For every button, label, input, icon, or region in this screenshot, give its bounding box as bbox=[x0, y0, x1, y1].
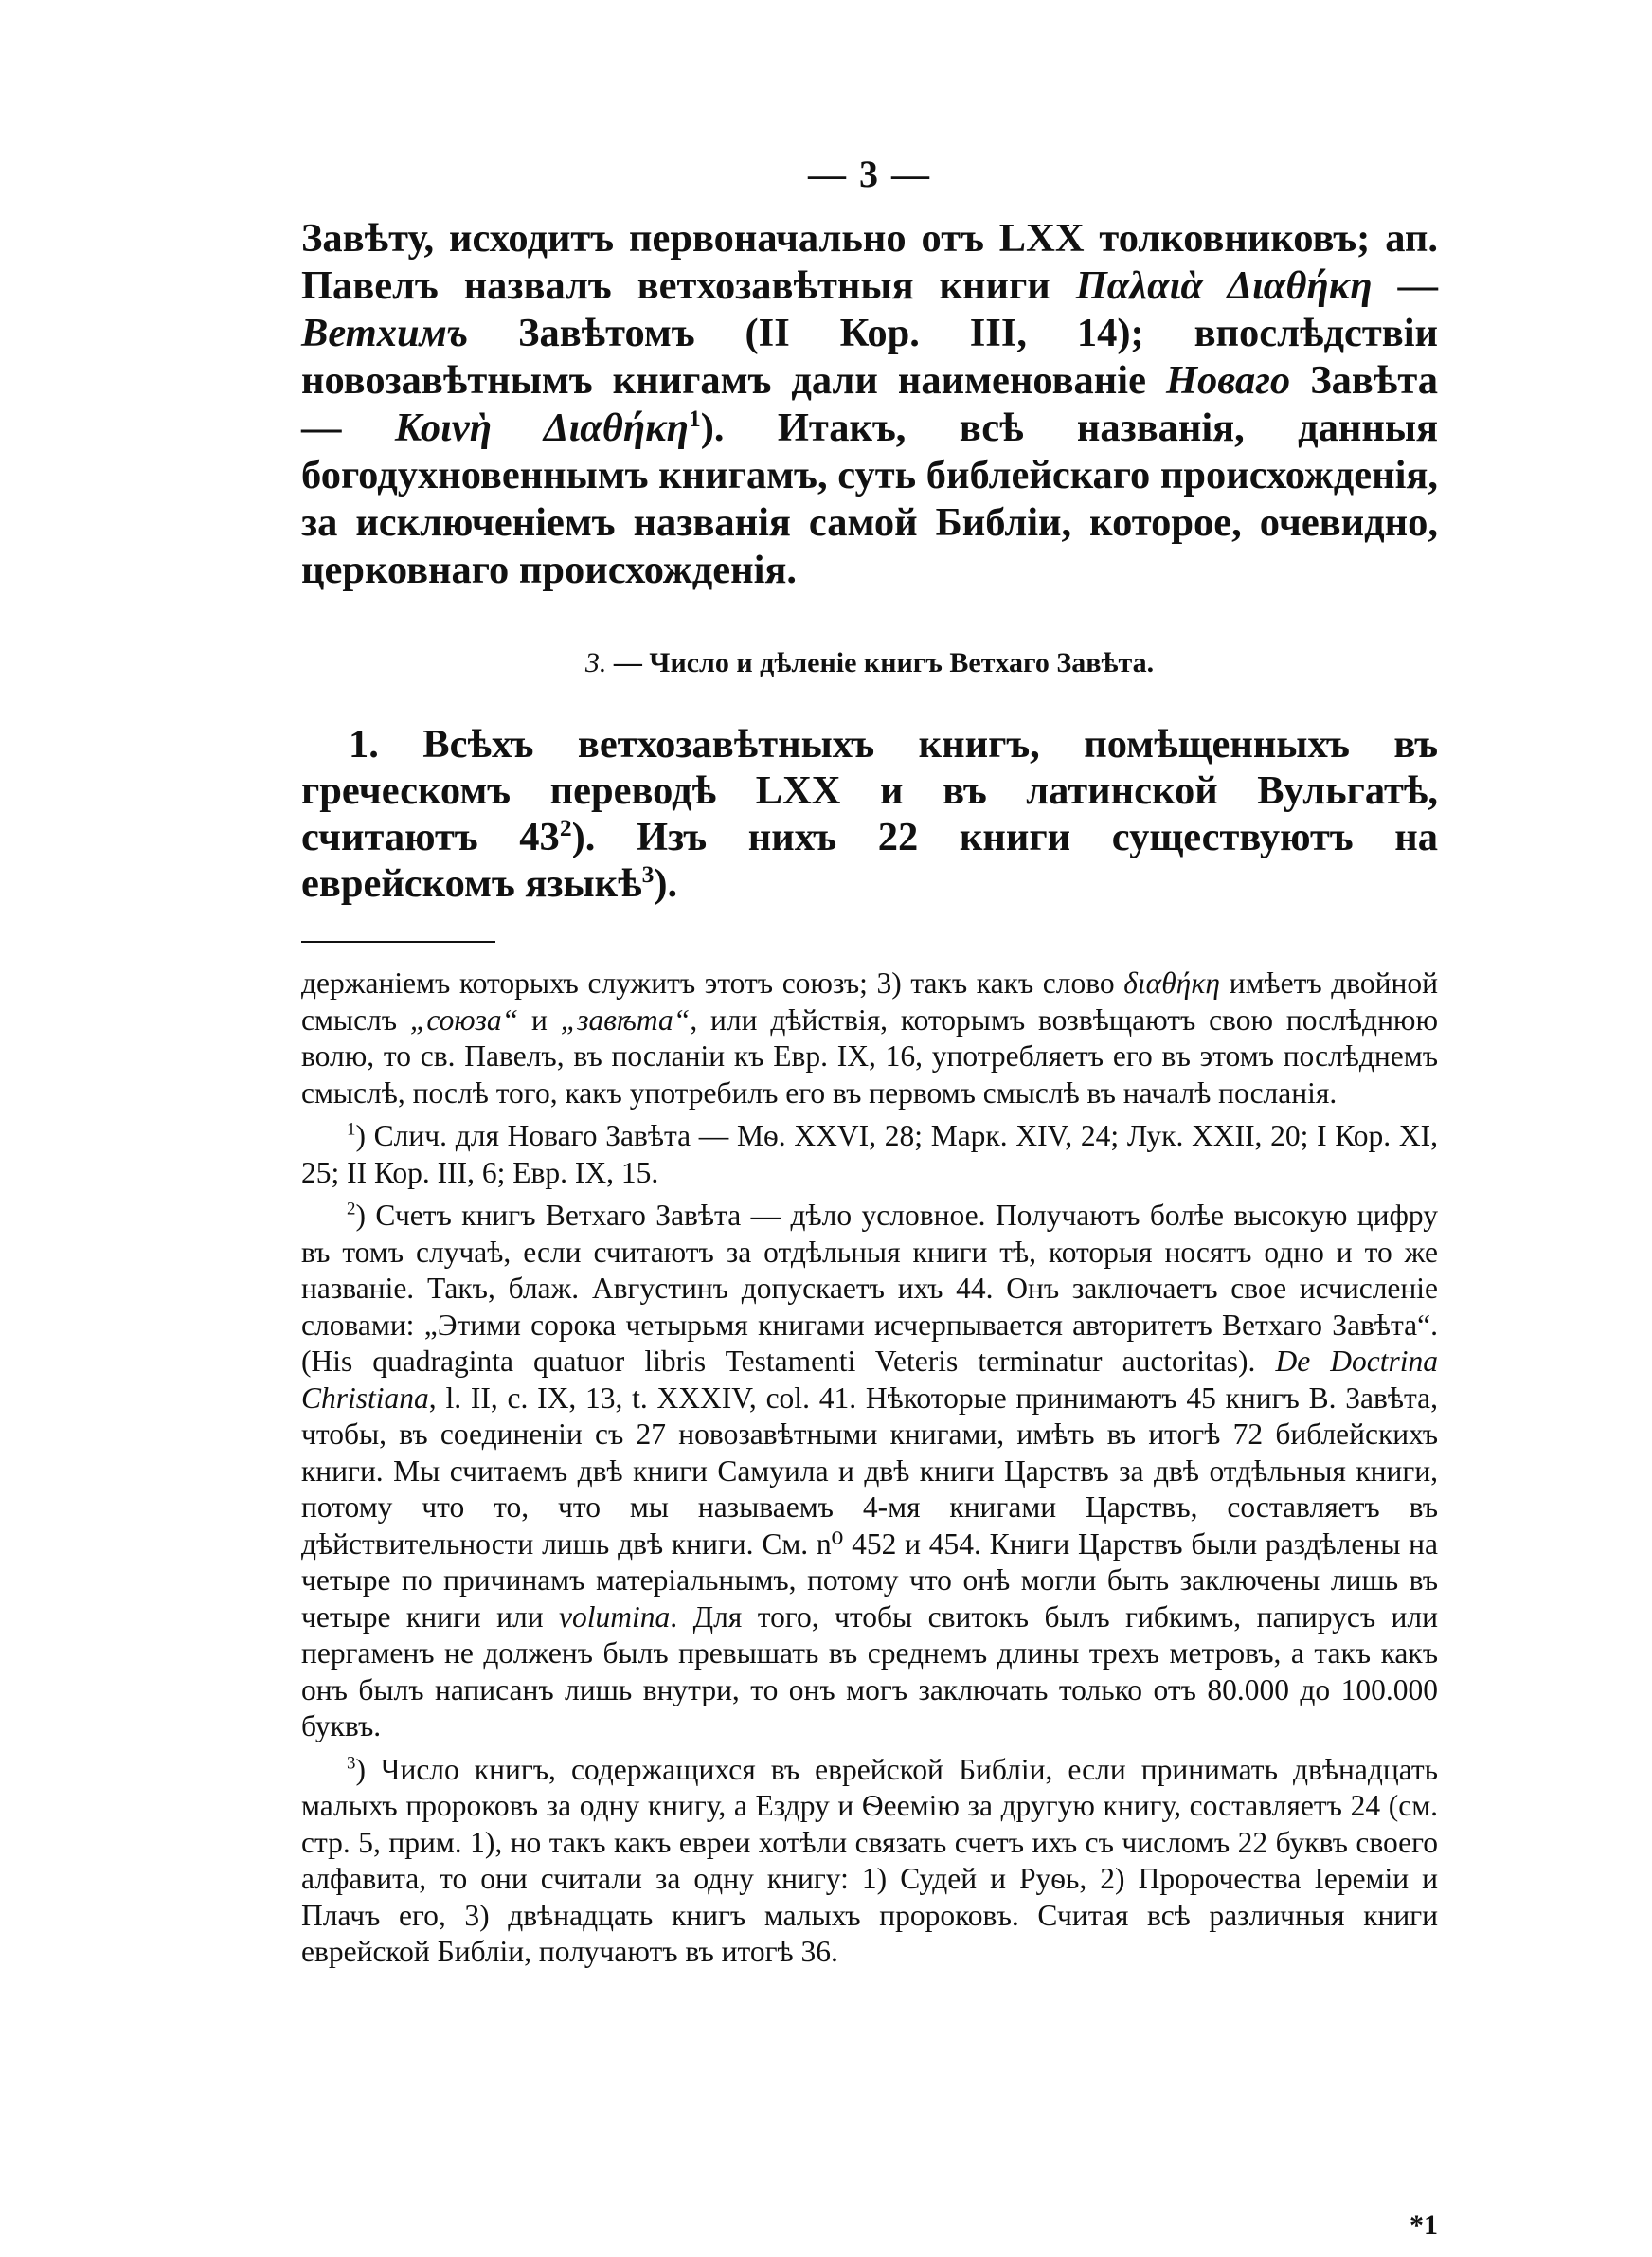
main-paragraph bbox=[301, 215, 1438, 594]
footnotes bbox=[301, 966, 1438, 1971]
paragraph-text: 1. Всѣхъ ветхозавѣтныхъ книгъ, помѣщенныхъ въ греческомъ переводѣ LXX и въ латинской Вульгатѣ, считаютъ $43^2$). Изъ нихъ 22 книги существуютъ на еврейскомъ языкѣ$^3$). bbox=[301, 722, 1438, 906]
footnote-2: $^2$) Счетъ книгъ Ветхаго Завѣта — дѣло условное. Получаютъ болѣе высокую цифру въ томъ случаѣ, если считаютъ за отдѣльныя книги тѣ, которыя носятъ одно и то же названіе. Такъ, блаж. Августинъ допускаетъ ихъ 44. Онъ заключаетъ свое исчисленіе словами: „Этими сорока четырьмя книгами исчерпывается авторитетъ Ветхаго Завѣта“. (His quadraginta quatuor libris Testamenti Veteris terminatur auctoritas). De Doctrina Christiana, l. II, c. IX, 13, t. XXXIV, col. 41. Нѣкоторые принимаютъ 45 книгъ В. Завѣта, чтобы, въ соединеніи съ 27 новозавѣтными книгами, имѣть въ итогѣ 72 библейскихъ книги. Мы считаемъ двѣ книги Самуила и двѣ книги Царствъ за двѣ отдѣльныя книги, потому что то, что мы называемъ 4-мя книгами Царствъ, составляетъ въ дѣйствительности лишь двѣ книги. См. n⁰ 452 и 454. Книги Царствъ были раздѣлены на четыре по причинамъ матеріальнымъ, потому что онѣ могли быть заключены лишь въ четыре книги или volumina. Для того, чтобы свитокъ былъ гибкимъ, папирусъ или пергаменъ не долженъ былъ превышать въ среднемъ длины трехъ метровъ, а такъ какъ онъ былъ написанъ лишь внутри, то онъ могъ заключать только отъ 80.000 до 100.000 буквъ. bbox=[301, 1199, 1438, 1742]
page bbox=[301, 152, 1439, 2241]
section-paragraph bbox=[301, 721, 1438, 907]
section-heading: 3. — Число и дѣленіе книгъ Ветхаго Завѣта. bbox=[584, 647, 1155, 678]
footnote-rule bbox=[301, 941, 495, 943]
page-number: — 3 — bbox=[808, 153, 931, 195]
paragraph-text: Завѣту, исходитъ первоначально отъ LXX толковниковъ; ап. Павелъ назвалъ ветхозавѣтныя книги Παλαιὰ Διαθήκη — Ветхимъ Завѣтомъ (II Кор. III, 14); впослѣдствіи новозавѣтнымъ книгамъ дали наименованіе Новаго Завѣта — Κοινὴ Διαθήκη$^1$). Итакъ, всѣ названія, данныя богодухновеннымъ книгамъ, суть библейскаго происхожденія, за исключеніемъ названія самой Библіи, которое, очевидно, церковнаго происхожденія. bbox=[301, 216, 1439, 592]
signature-mark: *1 bbox=[1410, 2210, 1438, 2241]
footnote-3: $^3$) Число книгъ, содержащихся въ еврейской Библіи, если принимать двѣнадцать малыхъ пророковъ за одну книгу, а Ездру и Ѳеемію за другую книгу, составляетъ 24 (см. стр. 5, прим. 1), но такъ какъ евреи хотѣли связать счетъ ихъ съ числомъ 22 буквъ своего алфавита, то они считали за одну книгу: 1) Судей и Руѳь, 2) Пророчества Іереміи и Плачъ его, 3) двѣнадцать книгъ малыхъ пророковъ. Считая всѣ различныя книги еврейской Библіи, получаютъ въ итогѣ 36. bbox=[301, 1752, 1438, 1968]
footnote-continuation: держаніемъ которыхъ служитъ этотъ союзъ; 3) такъ какъ слово διαθήκη имѣетъ двойной смыслъ „союза“ и „завѣта“, или дѣйствія, которымъ возвѣщаютъ свою послѣднюю волю, то св. Павелъ, въ посланіи къ Евр. IX, 16, употребляетъ его въ этомъ послѣднемъ смыслѣ, послѣ того, какъ употребилъ его въ первомъ смыслѣ въ началѣ посланія. bbox=[301, 966, 1439, 1110]
footnote-1: $^1$) Слич. для Новаго Завѣта — Мѳ. XXVI, 28; Марк. XIV, 24; Лук. XXII, 20; I Кор. XI, 25; II Кор. III, 6; Евр. IX, 15. bbox=[301, 1119, 1438, 1189]
